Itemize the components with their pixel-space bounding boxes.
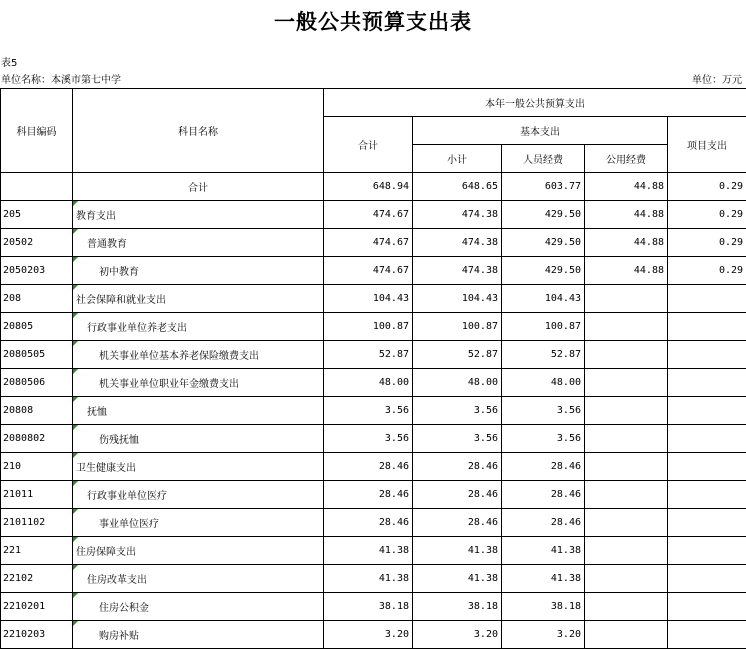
cell-public <box>585 313 668 341</box>
cell-public <box>585 425 668 453</box>
cell-project <box>668 453 746 481</box>
table-row <box>1 453 746 481</box>
cell-public: 44.88 <box>585 201 668 229</box>
cell-public <box>585 621 668 649</box>
header-total: 合计 <box>324 117 413 173</box>
cell-name: 社会保障和就业支出 <box>73 285 324 313</box>
cell-personnel: 28.46 <box>502 509 585 537</box>
cell-project <box>668 593 746 621</box>
cell-name: 教育支出 <box>73 201 324 229</box>
table-row <box>1 537 746 565</box>
cell-name: 住房公积金 <box>73 593 324 621</box>
cell-project: 0.29 <box>668 173 746 201</box>
cell-total: 474.67 <box>324 229 413 257</box>
cell-total: 3.56 <box>324 397 413 425</box>
table-row <box>1 509 746 537</box>
cell-total: 474.67 <box>324 201 413 229</box>
cell-public <box>585 369 668 397</box>
cell-subtotal: 474.38 <box>413 201 502 229</box>
cell-project: 0.29 <box>668 229 746 257</box>
cell-subtotal: 28.46 <box>413 453 502 481</box>
cell-personnel: 48.00 <box>502 369 585 397</box>
cell-personnel: 41.38 <box>502 565 585 593</box>
table-row <box>1 481 746 509</box>
cell-code: 205 <box>1 201 73 229</box>
table-row-total <box>1 173 746 201</box>
cell-name: 合计 <box>73 173 324 201</box>
cell-public <box>585 593 668 621</box>
table-row <box>1 341 746 369</box>
header-basic-group: 基本支出 <box>413 117 668 145</box>
cell-project <box>668 537 746 565</box>
cell-public <box>585 285 668 313</box>
cell-name: 行政事业单位医疗 <box>73 481 324 509</box>
cell-personnel: 100.87 <box>502 313 585 341</box>
cell-public <box>585 397 668 425</box>
sheet-label: 表5 <box>1 58 18 69</box>
cell-name: 抚恤 <box>73 397 324 425</box>
cell-subtotal: 52.87 <box>413 341 502 369</box>
header-budget-group: 本年一般公共预算支出 <box>324 89 746 117</box>
cell-subtotal: 38.18 <box>413 593 502 621</box>
cell-personnel: 38.18 <box>502 593 585 621</box>
cell-name: 伤残抚恤 <box>73 425 324 453</box>
cell-code: 2080506 <box>1 369 73 397</box>
table-row <box>1 593 746 621</box>
cell-personnel: 603.77 <box>502 173 585 201</box>
cell-total: 38.18 <box>324 593 413 621</box>
cell-public: 44.88 <box>585 173 668 201</box>
cell-name: 住房保障支出 <box>73 537 324 565</box>
budget-table <box>0 88 746 649</box>
cell-code: 221 <box>1 537 73 565</box>
table-row <box>1 565 746 593</box>
cell-name: 住房改革支出 <box>73 565 324 593</box>
cell-total: 104.43 <box>324 285 413 313</box>
cell-public <box>585 341 668 369</box>
cell-subtotal: 41.38 <box>413 537 502 565</box>
cell-project <box>668 621 746 649</box>
header-public: 公用经费 <box>585 145 668 173</box>
cell-project <box>668 425 746 453</box>
cell-subtotal: 648.65 <box>413 173 502 201</box>
header-name: 科目名称 <box>73 89 324 173</box>
table-row <box>1 313 746 341</box>
cell-public <box>585 565 668 593</box>
cell-total: 41.38 <box>324 565 413 593</box>
cell-code: 2210201 <box>1 593 73 621</box>
cell-public <box>585 509 668 537</box>
cell-code: 22102 <box>1 565 73 593</box>
cell-project <box>668 509 746 537</box>
cell-name: 行政事业单位养老支出 <box>73 313 324 341</box>
cell-subtotal: 3.56 <box>413 425 502 453</box>
table-row <box>1 257 746 285</box>
cell-code: 210 <box>1 453 73 481</box>
cell-personnel: 41.38 <box>502 537 585 565</box>
cell-personnel: 28.46 <box>502 481 585 509</box>
cell-subtotal: 100.87 <box>413 313 502 341</box>
cell-name: 卫生健康支出 <box>73 453 324 481</box>
table-row <box>1 621 746 649</box>
cell-personnel: 3.56 <box>502 397 585 425</box>
cell-name: 机关事业单位职业年金缴费支出 <box>73 369 324 397</box>
cell-code: 2080505 <box>1 341 73 369</box>
cell-personnel: 104.43 <box>502 285 585 313</box>
cell-total: 28.46 <box>324 453 413 481</box>
page-title: 一般公共预算支出表 <box>274 9 472 34</box>
header-code: 科目编码 <box>1 89 73 173</box>
cell-subtotal: 474.38 <box>413 229 502 257</box>
cell-code: 20808 <box>1 397 73 425</box>
cell-name: 普通教育 <box>73 229 324 257</box>
unit-label: 单位：万元 <box>692 75 742 86</box>
cell-subtotal: 48.00 <box>413 369 502 397</box>
cell-total: 3.56 <box>324 425 413 453</box>
cell-public <box>585 537 668 565</box>
cell-project <box>668 369 746 397</box>
cell-personnel: 429.50 <box>502 201 585 229</box>
cell-total: 28.46 <box>324 481 413 509</box>
header-project: 项目支出 <box>668 117 746 173</box>
table-row <box>1 397 746 425</box>
cell-project: 0.29 <box>668 201 746 229</box>
cell-code: 21011 <box>1 481 73 509</box>
cell-name: 购房补贴 <box>73 621 324 649</box>
cell-total: 100.87 <box>324 313 413 341</box>
cell-project <box>668 397 746 425</box>
cell-code: 2210203 <box>1 621 73 649</box>
cell-public: 44.88 <box>585 229 668 257</box>
cell-subtotal: 474.38 <box>413 257 502 285</box>
cell-subtotal: 104.43 <box>413 285 502 313</box>
cell-subtotal: 41.38 <box>413 565 502 593</box>
cell-personnel: 429.50 <box>502 257 585 285</box>
header-personnel: 人员经费 <box>502 145 585 173</box>
cell-total: 28.46 <box>324 509 413 537</box>
cell-total: 3.20 <box>324 621 413 649</box>
cell-public <box>585 481 668 509</box>
cell-name: 事业单位医疗 <box>73 509 324 537</box>
table-row <box>1 229 746 257</box>
table-row <box>1 369 746 397</box>
cell-name: 机关事业单位基本养老保险缴费支出 <box>73 341 324 369</box>
cell-code: 2080802 <box>1 425 73 453</box>
cell-total: 648.94 <box>324 173 413 201</box>
cell-code: 20805 <box>1 313 73 341</box>
cell-personnel: 28.46 <box>502 453 585 481</box>
cell-total: 52.87 <box>324 341 413 369</box>
cell-total: 41.38 <box>324 537 413 565</box>
cell-code: 208 <box>1 285 73 313</box>
table-row <box>1 285 746 313</box>
table-row <box>1 201 746 229</box>
cell-public <box>585 453 668 481</box>
cell-name: 初中教育 <box>73 257 324 285</box>
cell-project <box>668 341 746 369</box>
cell-subtotal: 28.46 <box>413 509 502 537</box>
cell-code: 2050203 <box>1 257 73 285</box>
cell-project <box>668 313 746 341</box>
cell-personnel: 3.56 <box>502 425 585 453</box>
cell-code: 2101102 <box>1 509 73 537</box>
cell-code: 20502 <box>1 229 73 257</box>
table-row <box>1 425 746 453</box>
cell-personnel: 429.50 <box>502 229 585 257</box>
cell-project <box>668 285 746 313</box>
cell-subtotal: 28.46 <box>413 481 502 509</box>
cell-project: 0.29 <box>668 257 746 285</box>
cell-code <box>1 173 73 201</box>
cell-personnel: 52.87 <box>502 341 585 369</box>
cell-subtotal: 3.56 <box>413 397 502 425</box>
unit-name: 单位名称：本溪市第七中学 <box>1 75 121 86</box>
cell-project <box>668 481 746 509</box>
cell-subtotal: 3.20 <box>413 621 502 649</box>
cell-public: 44.88 <box>585 257 668 285</box>
header-subtotal: 小计 <box>413 145 502 173</box>
cell-total: 48.00 <box>324 369 413 397</box>
cell-personnel: 3.20 <box>502 621 585 649</box>
cell-project <box>668 565 746 593</box>
cell-total: 474.67 <box>324 257 413 285</box>
